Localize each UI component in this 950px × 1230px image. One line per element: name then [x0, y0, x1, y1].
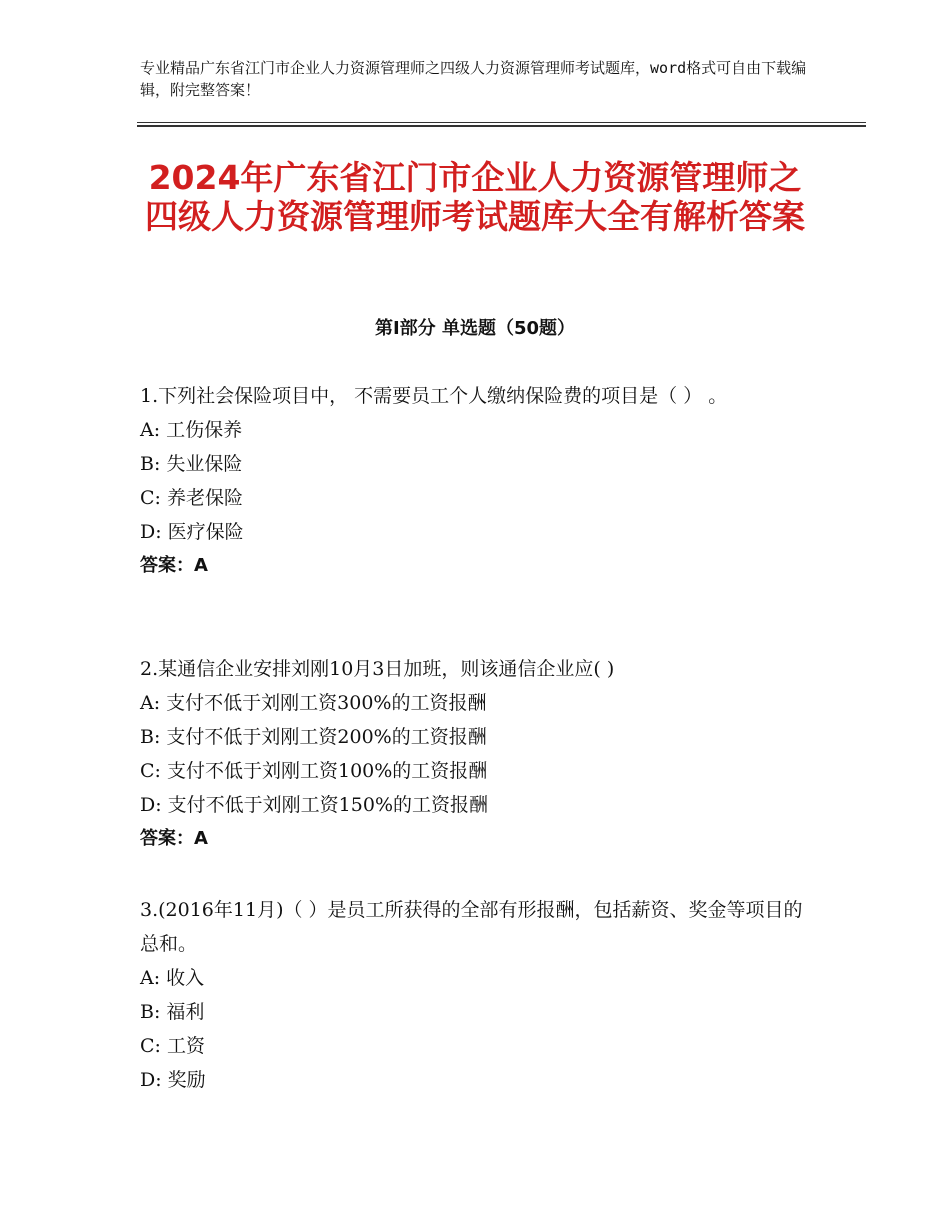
option-a: A: 工伤保养 — [140, 419, 243, 441]
header-rule-thin — [137, 122, 866, 123]
question-block — [140, 652, 820, 856]
question-block — [140, 893, 820, 1097]
option-b: B: 支付不低于刘刚工资200%的工资报酬 — [140, 726, 487, 748]
option-c: C: 工资 — [140, 1035, 205, 1057]
answer-line: 答案：A — [140, 828, 208, 849]
header-note: 专业精品广东省江门市企业人力资源管理师之四级人力资源管理师考试题库，word格式可自由下载编辑，附完整答案！ — [140, 59, 807, 99]
option-b: B: 失业保险 — [140, 453, 243, 475]
option-d: D: 奖励 — [140, 1069, 206, 1091]
document-title: 2024年广东省江门市企业人力资源管理师之四级人力资源管理师考试题库大全有解析答案 — [145, 158, 805, 236]
header-rule-thick — [137, 125, 866, 127]
option-a: A: 收入 — [140, 967, 205, 989]
option-d: D: 支付不低于刘刚工资150%的工资报酬 — [140, 794, 488, 816]
option-c: C: 支付不低于刘刚工资100%的工资报酬 — [140, 760, 488, 782]
question-stem: 1.下列社会保险项目中， 不需要员工个人缴纳保险费的项目是（ ） 。 — [140, 385, 728, 407]
option-a: A: 支付不低于刘刚工资300%的工资报酬 — [140, 692, 487, 714]
question-stem: 3.(2016年11月)（ ）是员工所获得的全部有形报酬，包括薪资、奖金等项目的总和。 — [140, 899, 803, 955]
section-heading: 第Ⅰ部分 单选题（50题） — [374, 318, 575, 339]
option-d: D: 医疗保险 — [140, 521, 244, 543]
question-block — [140, 379, 820, 583]
question-stem: 2.某通信企业安排刘刚10月3日加班，则该通信企业应( ) — [140, 658, 615, 680]
option-c: C: 养老保险 — [140, 487, 243, 509]
option-b: B: 福利 — [140, 1001, 205, 1023]
answer-line: 答案：A — [140, 555, 208, 576]
